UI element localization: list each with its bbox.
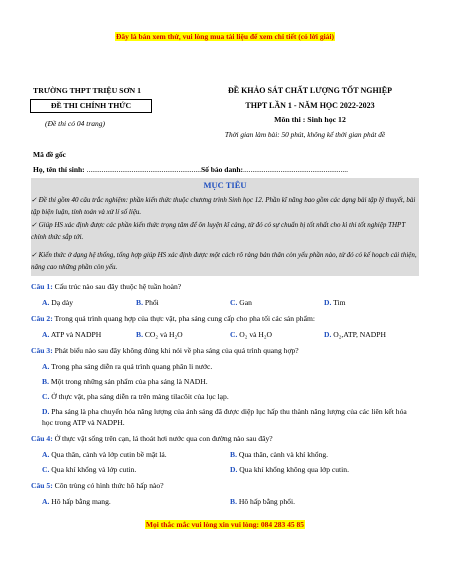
q3-option-b[interactable]: B. Một trong những sản phẩm của pha sáng là NADH. <box>42 377 208 386</box>
contact-footer <box>0 520 450 529</box>
objective-item: ✓ Giúp HS xác định được các phần kiến thức trọng tâm để ôn luyện kĩ càng, từ đó có sự chuẩn bị tốt nhất cho kì thi tốt nghiệp THPT chính thức sắp tới. <box>31 221 406 241</box>
q2-option-c[interactable]: C. O₂ và H₂O <box>230 330 273 339</box>
question-text: Trong quá trình quang hợp của thực vật, pha sáng cung cấp cho pha tối các sản phẩm: <box>52 314 315 323</box>
question-3 <box>31 346 299 355</box>
q2-option-b[interactable]: B. CO₂ và H₂O <box>136 330 183 339</box>
exam-subject: Môn thi : Sinh học 12 <box>274 115 346 124</box>
objectives-title: MỤC TIÊU <box>203 180 247 190</box>
name-label: Họ, tên thí sinh: <box>33 165 85 174</box>
school-name: TRƯỜNG THPT TRIỆU SƠN 1 <box>33 86 142 95</box>
exam-subtitle: THPT LẦN 1 - NĂM HỌC 2022-2023 <box>245 101 375 110</box>
q2-option-d[interactable]: D. O₂,ATP, NADPH <box>324 330 386 339</box>
objective-item: ✓ Kiến thức ở dạng hệ thống, tổng hợp giúp HS xác định được một cách rõ ràng bản thân còn yếu phần nào, từ đó có kế hoạch cải thiện, nâng cao những phần còn yếu. <box>31 251 417 271</box>
question-1 <box>31 282 181 291</box>
q1-option-d[interactable]: D. Tim <box>324 298 346 307</box>
question-number: Câu 2: <box>31 314 53 323</box>
exam-title: ĐỀ KHẢO SÁT CHẤT LƯỢNG TỐT NGHIỆP <box>227 86 393 95</box>
question-text: Phát biểu nào sau đây không đúng khi nói về pha sáng của quá trình quang hợp? <box>52 346 299 355</box>
q4-option-a[interactable]: A. Qua thân, cành và lớp cutin bề mặt lá. <box>42 450 167 459</box>
question-text: Ở thực vật sống trên cạn, lá thoát hơi nước qua con đường nào sau đây? <box>52 434 273 443</box>
q5-option-b[interactable]: B. Hô hấp bằng phổi. <box>230 497 295 506</box>
sbd-dots: ........................................................ <box>243 165 349 174</box>
question-4 <box>31 434 273 443</box>
question-number: Câu 1: <box>31 282 53 291</box>
exam-time: Thời gian làm bài: 50 phút, không kể thời gian phát đề <box>224 130 386 139</box>
q3-option-d[interactable]: D. Pha sáng là pha chuyển hóa năng lượng của ánh sáng đã được diệp lục hấp thu thành năng lượng của các liên kết hóa học trong ATP và NADPH. <box>42 407 407 427</box>
q1-option-a[interactable]: A. Dạ dày <box>42 298 74 307</box>
official-exam-box: ĐỀ THI CHÍNH THỨC <box>30 99 152 113</box>
question-5 <box>31 481 164 490</box>
question-number: Câu 5: <box>31 481 53 490</box>
candidate-info-line <box>33 165 348 174</box>
q4-option-d[interactable]: D. Qua khí khổng không qua lớp cutin. <box>230 465 349 474</box>
objective-item: ✓ Đề thi gồm 40 câu trắc nghiệm: phần kiến thức thuộc chương trình Sinh học 12. Phần kĩ năng bao gồm các dạng bài tập lý thuyết, bài tập biện luận, tính toán và xử lí số liệu. <box>31 196 416 216</box>
question-text: Côn trùng có hình thức hô hấp nào? <box>52 481 164 490</box>
question-text: Cấu trúc nào sau đây thuộc hệ tuần hoàn? <box>52 282 182 291</box>
page-count: (Đề thi có 04 trang) <box>45 119 105 128</box>
preview-banner-text: Đây là bản xem thử, vui lòng mua tài liệu để xem chi tiết (có lời giải) <box>115 32 335 41</box>
q4-option-b[interactable]: B. Qua thân, cành và khí khổng. <box>230 450 329 459</box>
preview-banner <box>0 32 450 41</box>
name-dots: ............................................................. <box>84 165 201 174</box>
exam-code: Mã đề gốc <box>33 150 66 159</box>
q5-option-a[interactable]: A. Hô hấp bằng mang. <box>42 497 111 506</box>
question-number: Câu 3: <box>31 346 53 355</box>
q4-option-c[interactable]: C. Qua khí khổng và lớp cutin. <box>42 465 137 474</box>
q3-option-a[interactable]: A. Trong pha sáng diễn ra quá trình quang phân li nước. <box>42 362 213 371</box>
question-number: Câu 4: <box>31 434 53 443</box>
contact-footer-text: Mọi thắc mắc vui lòng xin vui lòng: 084 283 45 85 <box>145 520 305 529</box>
q2-option-a[interactable]: A. ATP và NADPH <box>42 330 102 339</box>
q1-option-c[interactable]: C. Gan <box>230 298 252 307</box>
q3-option-c[interactable]: C. Ở thực vật, pha sáng diễn ra trên màng tilacôit của lục lạp. <box>42 392 229 401</box>
q1-option-b[interactable]: B. Phổi <box>136 298 159 307</box>
question-2 <box>31 314 315 323</box>
sbd-label: Số báo danh: <box>200 165 244 174</box>
